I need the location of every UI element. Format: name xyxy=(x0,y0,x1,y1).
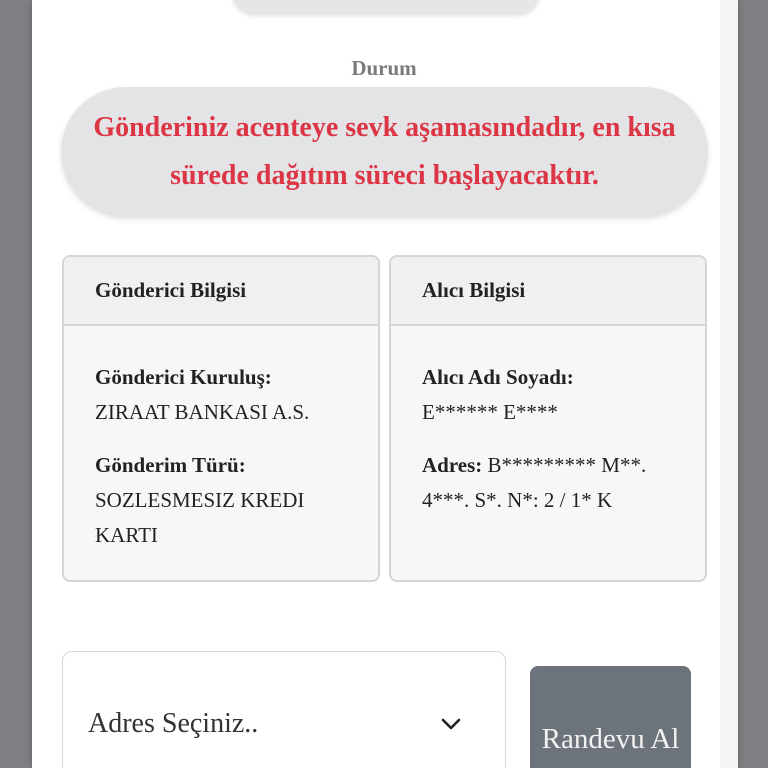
sender-org-value: ZIRAAT BANKASI A.S. xyxy=(95,400,310,424)
status-label: Durum xyxy=(351,56,417,80)
receiver-info-card xyxy=(389,255,707,582)
address-select[interactable] xyxy=(62,651,506,768)
receiver-name-value: E****** E**** xyxy=(422,400,558,424)
receiver-card-body xyxy=(391,326,705,518)
receiver-address xyxy=(422,448,674,518)
previous-status-pill xyxy=(232,0,540,14)
status-message-box xyxy=(61,87,708,217)
receiver-address-label: Adres: xyxy=(422,453,483,477)
sender-card-body xyxy=(64,326,378,553)
address-select-value[interactable]: Adres Seçiniz.. xyxy=(88,708,259,739)
chevron-down-icon[interactable] xyxy=(439,712,463,736)
scrollbar-track[interactable] xyxy=(720,0,738,768)
shipment-type-value: SOZLESMESIZ KREDI KARTI xyxy=(95,488,305,547)
receiver-card-title: Alıcı Bilgisi xyxy=(391,257,705,326)
status-message: Gönderiniz acenteye sevk aşamasındadır, en kısa sürede dağıtım süreci başlayacaktır. xyxy=(93,112,676,191)
appointment-button[interactable]: Randevu Al xyxy=(530,666,691,768)
receiver-name-label: Alıcı Adı Soyadı: xyxy=(422,365,574,389)
sender-card-title: Gönderici Bilgisi xyxy=(64,257,378,326)
sender-info-card xyxy=(62,255,380,582)
shipment-type-label: Gönderim Türü: xyxy=(95,453,246,477)
receiver-address-value: B********* M**. 4***. S*. N*: 2 / 1* K xyxy=(422,453,647,512)
sender-org-label: Gönderici Kuruluş: xyxy=(95,365,272,389)
